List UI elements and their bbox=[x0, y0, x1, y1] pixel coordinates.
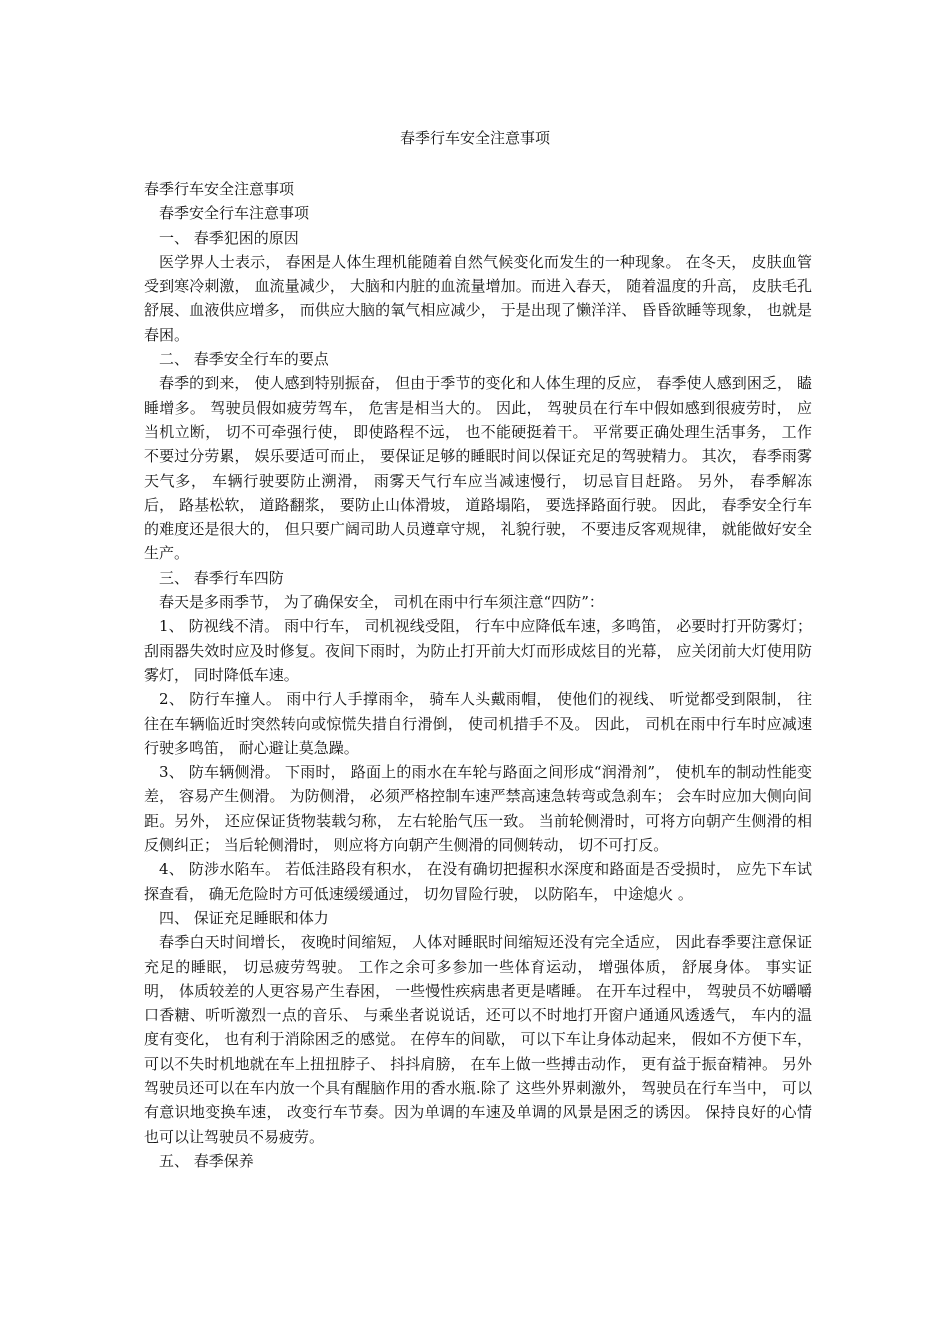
list-item: 4、 防涉水陷车。 若低洼路段有积水， 在没有确切把握积水深度和路面是否受损时， 应先下车试探查看， 确无危险时方可低速缓缓通过， 切勿冒险行驶， 以防陷车， 中途熄火 。 bbox=[144, 860, 812, 903]
body-heading: 春季行车安全注意事项 bbox=[144, 180, 295, 198]
paragraph: 春季的到来， 使人感到特别振奋， 但由于季节的变化和人体生理的反应， 春季使人感到困乏， 瞌睡增多。 驾驶员假如疲劳驾车， 危害是相当大的。 因此， 驾驶员在行车中假如感到很疲劳时， 应当机立断， 切不可牵强行使， 即使路程不远， 也不能硬挺着干。 平常要正确处理生活事务， 工作不要过分劳累， 娱乐要适可而止， 要保证足够的睡眠时间以保证充足的驾驶精力。 其次， 春季雨雾天气多， 车辆行驶要防止溯滑， 雨雾天气行车应当减速慢行， 切忌盲目赶路。 另外， 春季解冻后， 路基松软， 道路翻浆， 要防止山体滑坡， 道路塌陷， 要选择路面行驶。 因此， 春季安全行车的难度还是很大的， 但只要广阔司助人员遵章守规， 礼貌行驶， 不要违反客观规律， 就能做好安全生产。 bbox=[144, 374, 812, 563]
subtitle: 春季安全行车注意事项 bbox=[159, 204, 310, 223]
document-body bbox=[144, 177, 812, 1173]
section-heading-1: 一、 春季犯困的原因 bbox=[159, 228, 299, 247]
paragraph: 医学界人士表示， 春困是人体生理机能随着自然气候变化而发生的一种现象。 在冬天， 皮肤血管受到寒冷刺激， 血流量减少， 大脑和内脏的血流量增加。而进入春天， 随着温度的升高， 皮肤毛孔舒展、血液供应增多， 而供应大脑的氧气相应减少， 于是出现了懒洋洋、 昏昏欲睡等现象， 也就是春困。 bbox=[144, 252, 812, 344]
section-heading-2: 二、 春季安全行车的要点 bbox=[159, 350, 329, 369]
paragraph: 春天是多雨季节， 为了确保安全， 司机在雨中行车须注意“四防”： bbox=[159, 593, 604, 612]
document-title: 春季行车安全注意事项 bbox=[399, 129, 550, 147]
list-item: 1、 防视线不清。 雨中行车， 司机视线受阻， 行车中应降低车速，多鸣笛， 必要时打开防雾灯； 刮雨器失效时应及时修复。夜间下雨时，为防止打开前大灯而形成炫目的光幕， 应关闭前大灯使用防雾灯， 同时降低车速。 bbox=[144, 617, 812, 684]
paragraph: 春季白天时间增长， 夜晚时间缩短， 人体对睡眠时间缩短还没有完全适应， 因此春季要注意保证充足的睡眠， 切忌疲劳驾驶。 工作之余可多参加一些体育运动， 增强体质， 舒展身体。 事实证明， 体质较差的人更容易产生春困， 一些慢性疾病患者更是嗜睡。 在开车过程中， 驾驶员不妨嚼嚼口香糖、听听激烈一点的音乐、 与乘坐者说说话，还可以不时地打开窗户通通风透透气， 车内的温度有变化， 也有利于消除困乏的感觉。 在停车的间歇， 可以下车让身体动起来， 假如不方便下车， 可以不失时机地就在车上扭扭脖子、 抖抖肩膀， 在车上做一些搏击动作， 更有益于振奋精神。 另外驾驶员还可以在车内放一个具有醒脑作用的香水瓶.除了 这些外界刺激外， 驾驶员在行车当中， 可以有意识地变换车速， 改变行车节奏。因为单调的车速及单调的风景是困乏的诱因。 保持良好的心情也可以让驾驶员不易疲劳。 bbox=[144, 933, 812, 1146]
section-heading-5: 五、 春季保养 bbox=[159, 1151, 254, 1170]
section-heading-3: 三、 春季行车四防 bbox=[159, 568, 284, 587]
list-item: 2、 防行车撞人。 雨中行人手撑雨伞， 骑车人头戴雨帽， 使他们的视线、 听觉都受到限制， 往往在车辆临近时突然转向或惊慌失措自行滑倒， 使司机措手不及。 因此， 司机在雨中行车时应减速行驶多鸣笛， 耐心避让莫急躁。 bbox=[144, 690, 812, 757]
section-heading-4: 四、 保证充足睡眠和体力 bbox=[159, 908, 329, 927]
list-item: 3、 防车辆侧滑。 下雨时， 路面上的雨水在车轮与路面之间形成“润滑剂”， 使机车的制动性能变差， 容易产生侧滑。 为防侧滑， 必须严格控制车速严禁高速急转弯或急刹车； 会车时应加大侧向间距。另外， 还应保证货物装载匀称， 左右轮胎气压一致。 当前轮侧滑时，可将方向朝产生侧滑的相反侧纠正； 当后轮侧滑时， 则应将方向朝产生侧滑的同侧转动， 切不可打反。 bbox=[144, 763, 812, 855]
